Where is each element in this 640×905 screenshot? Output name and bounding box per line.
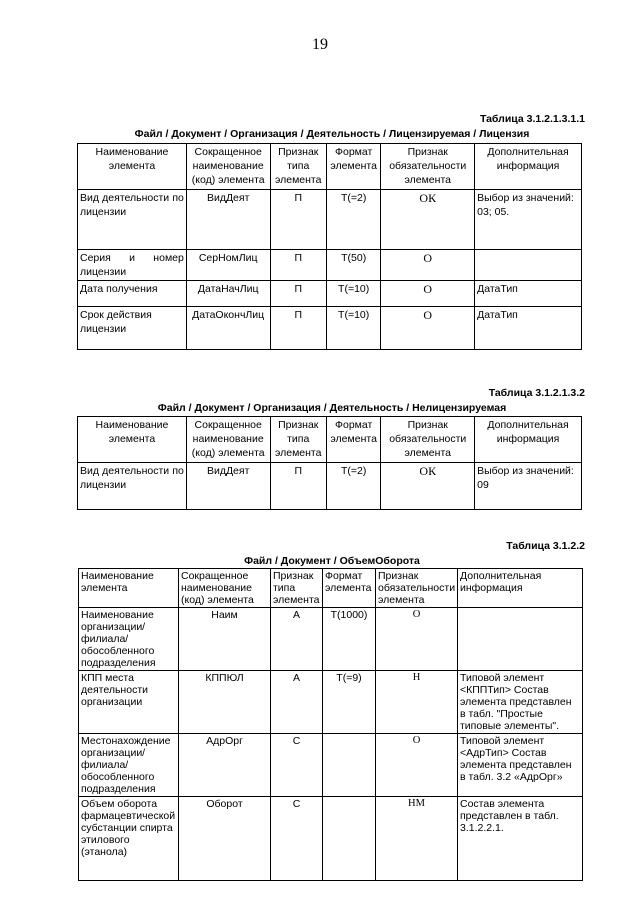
table-row — [78, 250, 582, 281]
table-cell: О — [381, 307, 475, 350]
table-header-row — [79, 569, 583, 608]
table-cell: Т(=2) — [326, 190, 380, 250]
table-cell: Типовой элемент <АдрТип> Состав элемента представлен в табл. 3.2 «АдрОрг» — [458, 734, 583, 797]
table-cell: ОК — [381, 463, 475, 510]
table-row — [79, 797, 583, 881]
table-cell — [475, 250, 582, 281]
table-cell: ДатаНачЛиц — [186, 281, 270, 307]
header-cell: Наименование элемента — [78, 417, 187, 463]
table-cell: Выбор из значений: 09 — [475, 463, 582, 510]
table-cell: ОК — [381, 190, 475, 250]
table1 — [77, 143, 582, 350]
header-cell: Признак обязательности элемента — [381, 417, 475, 463]
table-row — [79, 734, 583, 797]
header-cell: Формат элемента — [326, 417, 380, 463]
table-cell: ВидДеят — [186, 190, 270, 250]
table-cell: Вид деятельности по лицензии — [78, 463, 187, 510]
table-cell: ДатаОкончЛиц — [186, 307, 270, 350]
table-cell: Вид деятельности по лицензии — [78, 190, 187, 250]
table-cell: ВидДеят — [186, 463, 270, 510]
table-cell: П — [270, 463, 326, 510]
table-cell: НМ — [376, 797, 458, 881]
header-cell: Сокращенное наименование (код) элемента — [186, 417, 270, 463]
header-cell: Признак обязательности элемента — [376, 569, 458, 608]
table-row — [78, 190, 582, 250]
header-cell: Дополнительная информация — [475, 417, 582, 463]
table-cell — [323, 797, 376, 881]
table-cell: П — [270, 307, 326, 350]
table-cell: Объем оборота фармацевтической субстанции спирта этилового (этанола) — [79, 797, 179, 881]
header-cell: Сокращенное наименование (код) элемента — [179, 569, 271, 608]
table-cell: ДатаТип — [475, 307, 582, 350]
table-row — [78, 307, 582, 350]
table-row — [79, 608, 583, 671]
table-cell-text: Срок действия лицензии — [80, 309, 152, 335]
table-cell: П — [270, 281, 326, 307]
table-cell: Т(=2) — [326, 463, 380, 510]
table-cell: СерНомЛиц — [186, 250, 270, 281]
table-cell: О — [381, 281, 475, 307]
table-cell: Т(50) — [326, 250, 380, 281]
table-cell: ДатаТип — [475, 281, 582, 307]
table-header-row — [78, 144, 582, 190]
table-cell: П — [270, 190, 326, 250]
table1-title: Файл / Документ / Организация / Деятельность / Лицензируемая / Лицензия — [134, 128, 530, 140]
table-cell: С — [271, 797, 323, 881]
table-cell: Серия и номер лицензии — [78, 250, 187, 281]
header-cell: Дополнительная информация — [475, 144, 582, 190]
table-cell: Дата получения — [78, 281, 187, 307]
table-cell: Типовой элемент <КППТип> Состав элемента представлен в табл. "Простые типовые элементы". — [458, 671, 583, 734]
table-cell: Наим — [179, 608, 271, 671]
table-cell: О — [376, 734, 458, 797]
table-cell: П — [270, 250, 326, 281]
table-cell: Т(=9) — [323, 671, 376, 734]
header-cell: Наименование элемента — [78, 144, 187, 190]
table-row — [78, 281, 582, 307]
table-cell: Т(1000) — [323, 608, 376, 671]
header-cell: Дополнительная информация — [458, 569, 583, 608]
table-cell — [78, 307, 187, 350]
header-cell: Признак типа элемента — [271, 569, 323, 608]
header-cell: Признак типа элемента — [270, 417, 326, 463]
header-cell: Признак обязательности элемента — [381, 144, 475, 190]
table-cell: Оборот — [179, 797, 271, 881]
table3-title: Файл / Документ / ОбъемОборота — [244, 555, 420, 567]
table-cell: Выбор из значений: 03; 05. — [475, 190, 582, 250]
header-cell: Формат элемента — [326, 144, 380, 190]
table-cell: О — [376, 608, 458, 671]
table2-title: Файл / Документ / Организация / Деятельность / Нелицензируемая — [157, 402, 507, 414]
table-cell: Наименование организации/филиала/обособленного подразделения — [79, 608, 179, 671]
table3-label: Таблица 3.1.2.2 — [506, 540, 585, 552]
table-cell: Н — [376, 671, 458, 734]
table-cell: Состав элемента представлен в табл. 3.1.2.2.1. — [458, 797, 583, 881]
table-cell — [323, 734, 376, 797]
header-cell: Наименование элемента — [79, 569, 179, 608]
table-cell: КППЮЛ — [179, 671, 271, 734]
table-row — [78, 463, 582, 510]
table-cell: АдрОрг — [179, 734, 271, 797]
table-cell: Т(=10) — [326, 307, 380, 350]
page-number: 19 — [312, 36, 328, 53]
table2 — [77, 416, 582, 510]
table-cell: Т(=10) — [326, 281, 380, 307]
table1-label: Таблица 3.1.2.1.3.1.1 — [479, 113, 585, 125]
header-cell: Сокращенное наименование (код) элемента — [186, 144, 270, 190]
table-cell: О — [381, 250, 475, 281]
table-cell: А — [271, 671, 323, 734]
header-cell: Формат элемента — [323, 569, 376, 608]
table-cell: А — [271, 608, 323, 671]
table2-label: Таблица 3.1.2.1.3.2 — [488, 387, 585, 399]
table-cell: КПП места деятельности организации — [79, 671, 179, 734]
table-cell: Местонахождение организации/филиала/обособленного подразделения — [79, 734, 179, 797]
table-cell: С — [271, 734, 323, 797]
table-cell — [458, 608, 583, 671]
table3 — [78, 568, 583, 881]
table-row — [79, 671, 583, 734]
header-cell: Признак типа элемента — [270, 144, 326, 190]
table-header-row — [78, 417, 582, 463]
